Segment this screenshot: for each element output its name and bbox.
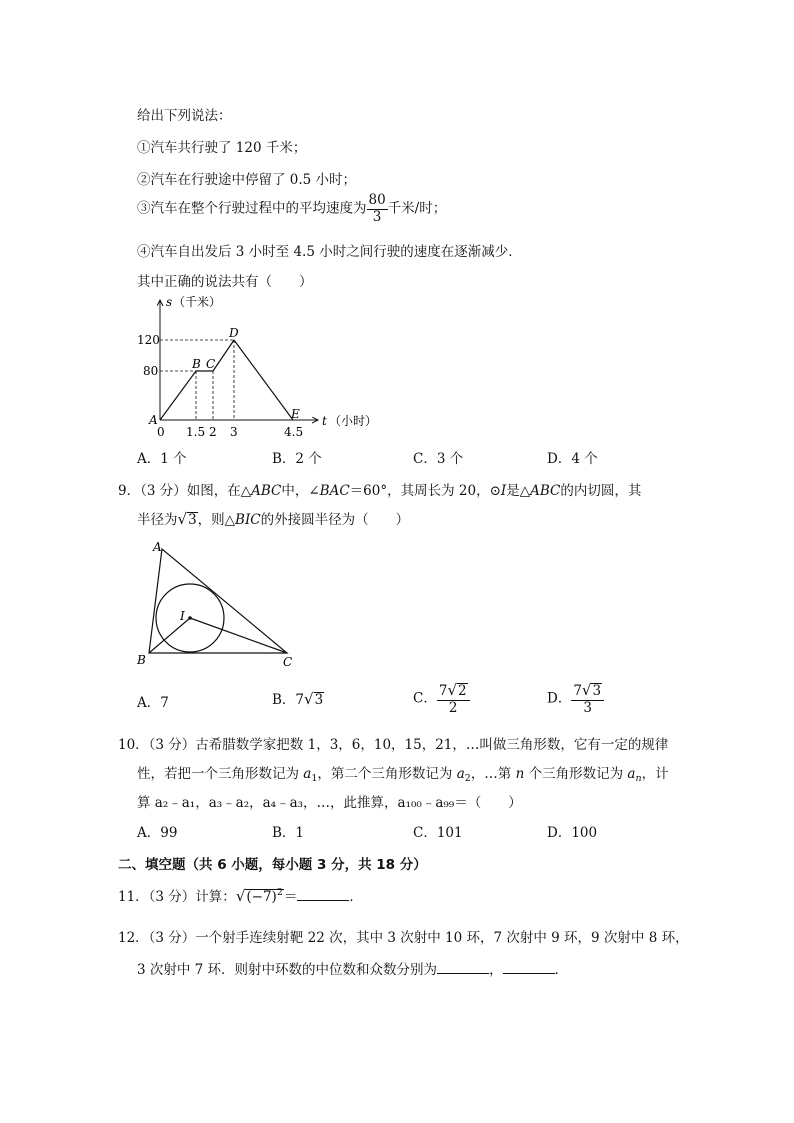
q9-var: ABC xyxy=(530,483,561,499)
q10-stem-line1: 10．（3 分）古希腊数学家把数 1，3，6，10，15，21，…叫做三角形数，它有一定的规律 xyxy=(118,737,669,753)
q9-text: 的外接圆半径为（ ） xyxy=(260,512,410,528)
q8-point-e: E xyxy=(291,407,300,421)
q12-end: ． xyxy=(554,962,569,978)
q11-exponent: 2 xyxy=(276,887,283,898)
q10-sub: 1 xyxy=(311,773,318,784)
q10-stem-line2 xyxy=(137,762,669,782)
q8-point-a: A xyxy=(149,413,158,427)
q10-stem-line3: 算 a₂﹣a₁，a₃﹣a₂，a₄﹣a₃，…，此推算，a₁₀₀﹣a₉₉＝（ ） xyxy=(137,795,522,811)
sqrt-symbol: √ xyxy=(304,690,314,708)
q9-optd-num: 7 xyxy=(573,683,582,699)
q8-s3-text: ③汽车在整个行驶过程中的平均速度为 xyxy=(137,200,367,217)
q11-period: ． xyxy=(349,889,363,905)
q12-answer-blank-median[interactable] xyxy=(437,961,489,974)
q8-xtick-4.5: 4.5 xyxy=(284,425,304,439)
q10-var: a xyxy=(456,766,465,782)
q8-s3-fraction xyxy=(367,193,388,225)
q9-var: BAC xyxy=(319,483,350,499)
q9-optc-fraction xyxy=(437,682,470,716)
q8-intro: 给出下列说法： xyxy=(137,108,232,124)
q9-var: ABC xyxy=(251,483,282,499)
q9-text: 的内切圆，其 xyxy=(560,483,642,499)
q8-distance-time-graph xyxy=(130,292,390,442)
q8-option-c: C．3 个 xyxy=(413,451,464,467)
q10-text: 个三角形数记为 xyxy=(524,766,628,782)
q10-var: a xyxy=(303,766,312,782)
q9-label-a: A xyxy=(153,540,162,554)
q8-statement-3 xyxy=(137,193,446,225)
q12-answer-blank-mode[interactable] xyxy=(503,961,555,974)
q9-optd-text: D． xyxy=(547,690,572,707)
q8-option-d: D．4 个 xyxy=(547,451,598,467)
q9-text: 是△ xyxy=(506,483,531,499)
q11-radicand xyxy=(245,889,283,905)
q9-option-b xyxy=(272,688,324,708)
q9-label-b: B xyxy=(137,653,146,667)
q9-option-d xyxy=(547,682,604,716)
q9-text: 中，∠ xyxy=(281,483,320,499)
q9-label-i: I xyxy=(180,609,185,623)
q8-ytick-120: 120 xyxy=(137,333,160,347)
sqrt-symbol: √ xyxy=(235,887,246,905)
q9-stem-line1 xyxy=(118,479,641,499)
q10-text: 性，若把一个三角形数记为 xyxy=(137,766,304,782)
sqrt-symbol: √ xyxy=(177,510,188,528)
q9-optc-num: 7 xyxy=(438,683,448,699)
q8-statement-4: ④汽车自出发后 3 小时至 4.5 小时之间行驶的速度在逐渐减少． xyxy=(137,244,522,260)
q8-option-b: B．2 个 xyxy=(272,451,322,467)
q11-text: 11．（3 分）计算： xyxy=(118,889,236,905)
q9-center-dot xyxy=(188,616,192,620)
q10-option-b: B．1 xyxy=(272,825,305,841)
q12-stem-line1: 12．（3 分）一个射手连续射靶 22 次，其中 3 次射中 10 环，7 次射中 9 环，9 次射中 8 环， xyxy=(118,930,689,946)
q9-optb-text: B．7 xyxy=(272,692,305,708)
q9-triangle-figure xyxy=(132,538,312,670)
q8-segment-cd xyxy=(213,340,234,371)
q8-x-var: t xyxy=(322,414,327,428)
q9-text: 9．（3 分）如图，在△ xyxy=(118,483,252,499)
q8-question: 其中正确的说法共有（ ） xyxy=(137,274,313,290)
q10-sub: n xyxy=(635,773,642,784)
q9-text: ，则△ xyxy=(197,512,236,528)
q8-statement-2: ②汽车在行驶途中停留了 0.5 小时； xyxy=(137,172,357,188)
q9-optd-radicand: 3 xyxy=(592,683,602,699)
q10-text: ，第二个三角形数记为 xyxy=(317,766,457,782)
q8-option-a: A．1 个 xyxy=(137,451,187,467)
q9-radicand: 3 xyxy=(188,512,197,528)
q8-xtick-0: 0 xyxy=(157,425,165,439)
q8-y-unit: （千米） xyxy=(173,295,222,309)
q9-option-c xyxy=(413,682,470,716)
q9-optd-fraction xyxy=(571,682,604,716)
q8-s3-unit: 千米/时； xyxy=(387,200,447,217)
q12-sep: ， xyxy=(489,962,503,978)
q9-optd-den: 3 xyxy=(583,699,592,716)
q9-var: BIC xyxy=(235,512,261,528)
q10-text: ，计 xyxy=(641,766,669,782)
sqrt-symbol: √ xyxy=(447,681,457,699)
section-heading: 二、填空题（共 6 小题，每小题 3 分，共 18 分） xyxy=(118,857,427,873)
q8-xtick-2: 2 xyxy=(209,425,217,439)
q8-segment-de xyxy=(234,340,293,420)
q9-text: ＝60°，其周长为 20，⊙ xyxy=(349,483,501,499)
q8-xtick-3: 3 xyxy=(230,425,238,439)
q8-xtick-1.5: 1.5 xyxy=(186,425,206,439)
q11-answer-blank[interactable] xyxy=(297,888,349,901)
q9-stem-line2 xyxy=(137,508,409,528)
q8-s3-denominator: 3 xyxy=(372,208,382,225)
q10-var: n xyxy=(515,766,525,782)
q8-s3-numerator: 80 xyxy=(368,192,386,208)
q8-point-b: B xyxy=(192,357,201,371)
q8-point-c: C xyxy=(206,357,216,371)
q10-option-c: C．101 xyxy=(413,825,463,841)
q9-optc-text: C． xyxy=(413,690,437,707)
q12-stem-line2 xyxy=(137,958,568,978)
q12-text: 3 次射中 7 环．则射中环数的中位数和众数分别为 xyxy=(137,962,438,978)
q9-optc-radicand: 2 xyxy=(458,683,467,699)
sqrt-symbol: √ xyxy=(581,681,592,699)
q8-ytick-80: 80 xyxy=(143,364,159,378)
q11-stem xyxy=(118,885,363,905)
q9-option-a: A．7 xyxy=(137,695,169,711)
q10-option-d: D．100 xyxy=(547,825,598,841)
q8-x-unit: （小时） xyxy=(329,414,378,428)
q9-label-c: C xyxy=(283,655,293,669)
q9-optb-radicand: 3 xyxy=(314,692,324,708)
q11-inner: (−7) xyxy=(246,889,277,905)
q11-text: ＝ xyxy=(283,889,298,905)
q10-var: a xyxy=(627,766,636,782)
q10-text: ，…第 xyxy=(470,766,516,782)
q10-option-a: A．99 xyxy=(137,825,178,841)
q8-statement-1: ①汽车共行驶了 120 千米； xyxy=(137,140,307,156)
q9-text: 半径为 xyxy=(137,512,178,528)
q8-point-d: D xyxy=(229,326,239,340)
q9-optc-den: 2 xyxy=(448,699,458,716)
q10-sub: 2 xyxy=(464,773,471,784)
q8-segment-ab xyxy=(160,371,196,420)
q9-var: I xyxy=(500,483,507,499)
q9-segment-bi xyxy=(149,618,190,653)
q9-segment-ci xyxy=(190,618,287,653)
q8-y-var: s xyxy=(166,295,173,309)
